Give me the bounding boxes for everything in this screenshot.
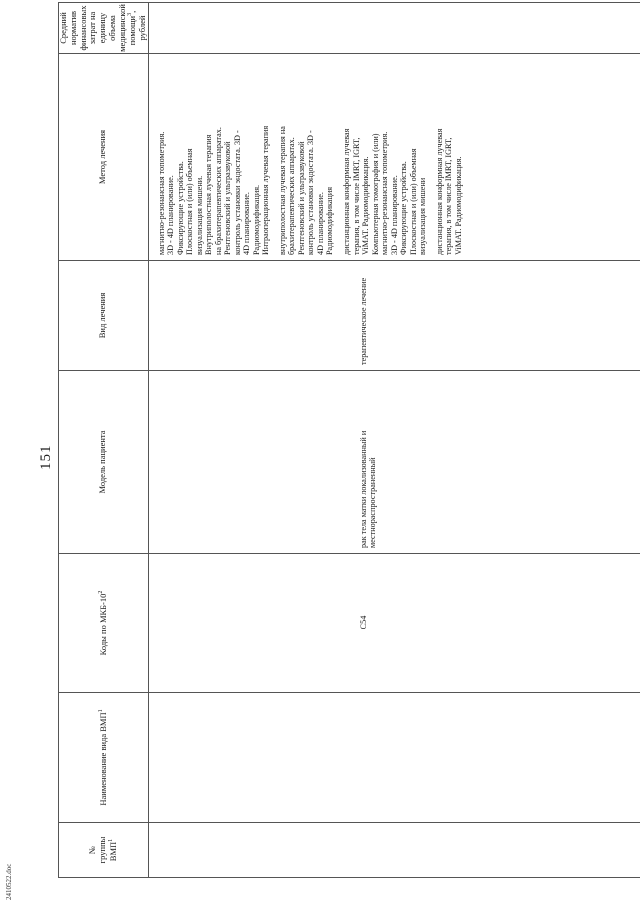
method-line: магнитно-резонансная топометрия. [156,131,166,255]
method-line: Рентгеновский и ультразвуковой [296,141,306,255]
header-treatment-method: Метод лечения [59,54,149,261]
header-vmp-name: Наименование вида ВМП$^1$ [59,693,149,823]
method-line: терапия, в том числе IMRT, IGRT, [444,137,454,255]
method-line: 4D планирование. [242,192,252,255]
method-line: терапия, в том числе IMRT, IGRT, [351,137,361,255]
cell-mkb-code: C54 [148,554,640,693]
cell-vmp-name [148,693,640,823]
table-row [148,3,640,878]
header-group-number: № группы ВМП$^1$ [59,823,149,878]
method-line: Интраоперационная лучевая терапия [261,125,271,255]
method-line: Фиксирующие устройства. [399,161,409,255]
cell-patient-model: рак тела матки локализованный и местнораспространенный [148,371,640,554]
method-line: на брахитерапевтических аппаратах. [213,127,223,255]
method-line: 3D - 4D планирование. [389,175,399,255]
cell-treatment-type: терапевтическое лечение [148,261,640,371]
method-line: ViMAT. Радиомодификация. [453,156,463,255]
method-block [278,58,335,255]
method-line: дистанционная конформная лучевая [342,128,351,255]
method-line: Внутриполостная лучевая терапия [204,134,214,255]
method-line: Плоскостная и (или) объемная [185,148,195,255]
cell-group-number [148,823,640,878]
header-patient-model: Модель пациента [59,371,149,554]
page-number: 151 [38,444,54,470]
method-line: дистанционная конформная лучевая [434,128,444,255]
method-line: брахитерапевтических аппаратах. [287,137,297,255]
header-row [59,3,149,878]
method-line: контроль установки эндостата. 3D - [232,130,242,255]
header-treatment-type: Вид лечения [59,261,149,371]
method-line: Компьютерная томография и (или) [370,133,380,255]
method-block [157,58,271,255]
method-line: Фиксирующие устройства. [175,161,185,255]
method-line: визуализация мишени [418,177,428,255]
method-block [342,58,428,255]
method-line: внутриполостная лучевая терапия на [277,126,287,255]
method-line: Радиомодификация [325,187,335,255]
method-line: контроль установки эндостата. 3D - [306,130,316,255]
method-line: Плоскостная и (или) объемная [408,148,418,255]
method-line: 3D - 4D планирование. [166,175,176,255]
cell-treatment-method [148,54,640,261]
cell-cost-standard [148,3,640,54]
vmp-table [58,2,640,878]
header-cost-standard: Средний норматив финансовых затрат на единицу объема медицинской помощи$^3$, рублей [58,4,147,52]
method-line: магнитно-резонансная топометрия. [380,131,390,255]
method-line: Радиомодификация. [251,184,261,255]
method-line: визуализация мишени. [194,175,204,255]
document-code: 2410522.doc [5,863,13,900]
method-line: Рентгеновский и ультразвуковой [223,141,233,255]
header-mkb-codes: Коды по МКБ-$10^2$ [59,554,149,693]
method-line: 4D планирование. [315,192,325,255]
method-line: ViMAT. Радиомодификация. [361,156,371,255]
method-block [435,58,464,255]
